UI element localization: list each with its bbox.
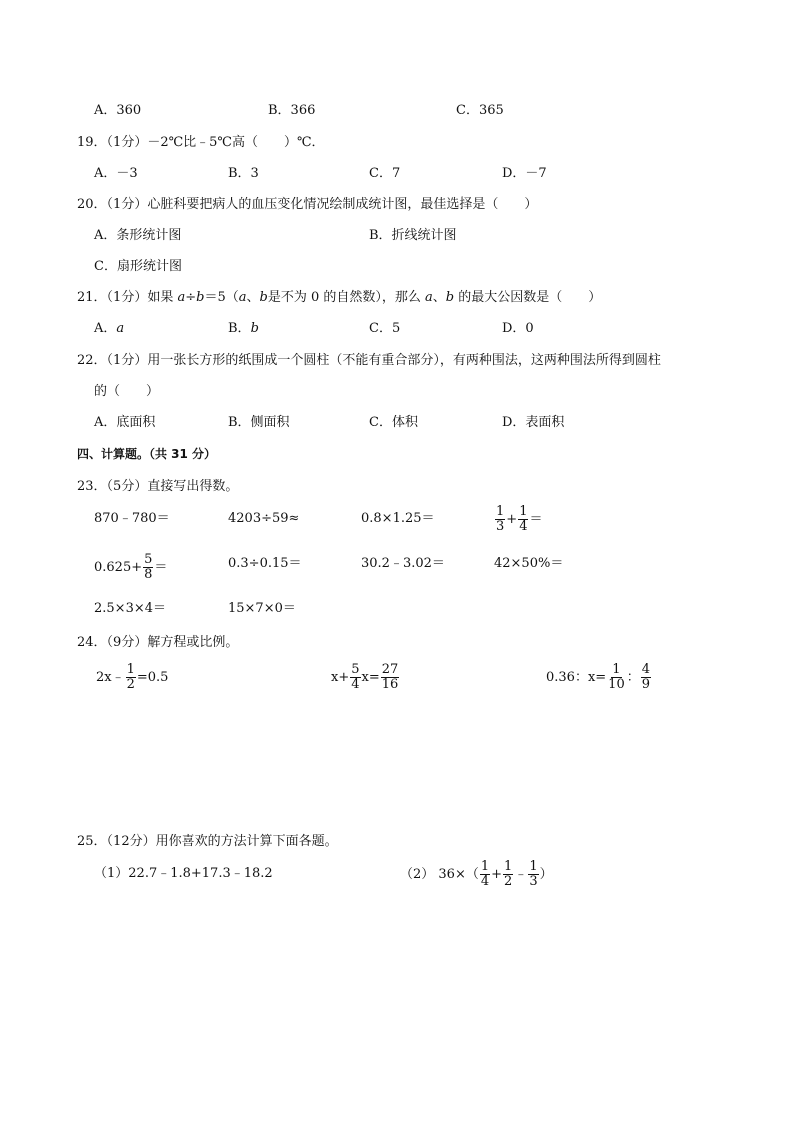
q24-frac-den: 9 <box>641 677 651 692</box>
q24-frac-num: 4 <box>641 662 651 677</box>
q24-equation-1 <box>96 663 168 692</box>
q21-option-b <box>228 321 259 337</box>
q23-frac-num: 5 <box>144 552 153 567</box>
q25-frac-den: 3 <box>529 874 538 889</box>
q25-p2-op2: ﹣ <box>514 867 528 882</box>
q24-frac-num: 1 <box>612 662 621 677</box>
q24-frac-num: 5 <box>351 662 360 677</box>
q24-eq1-pre: 2x﹣ <box>96 670 125 685</box>
q18-option-a: A．360 <box>94 103 142 118</box>
q18-option-c: C．365 <box>456 103 504 118</box>
q23-frac-num: 1 <box>519 504 528 519</box>
q24-eq2-pre: x+ <box>331 670 350 685</box>
q21-prefix: 21．（1分）如果 <box>77 290 178 305</box>
q19-option-c: C．7 <box>369 166 401 181</box>
q21-var-a: a <box>177 290 186 305</box>
q23-item-2: 4203÷59≈ <box>228 511 300 526</box>
q21-var-b2: b <box>259 290 268 305</box>
q21-mid: ＝5（ <box>204 290 239 305</box>
q20-question: 20．（1分）心脏科要把病人的血压变化情况绘制成统计图，最佳选择是（ ） <box>77 197 538 212</box>
q24-eq3-mid: ： <box>626 670 640 685</box>
q25-frac-num: 1 <box>504 859 513 874</box>
q22-option-c: C．体积 <box>369 415 418 430</box>
q21-sep: 、 <box>246 290 260 305</box>
q24-eq3-frac-a <box>607 663 626 692</box>
q25-p2-frac-1 <box>480 860 490 889</box>
q21-option-d: D．0 <box>502 321 534 336</box>
q22-question-line1: 22．（1分）用一张长方形的纸围成一个圆柱（不能有重合部分），有两种围法，这两种围法所得到圆柱 <box>77 353 661 368</box>
q19-option-d: D．－7 <box>502 166 547 181</box>
q22-option-d: D．表面积 <box>502 415 565 430</box>
q23-item-3: 0.8×1.25＝ <box>361 511 435 526</box>
q22-question-line2: 的（ ） <box>94 384 160 399</box>
q24-frac-den: 4 <box>351 677 360 692</box>
q21-option-a <box>94 321 124 337</box>
q19-option-a: A．－3 <box>94 166 138 181</box>
q20-option-b: B．折线统计图 <box>369 228 457 243</box>
q24-frac-num: 1 <box>126 662 135 677</box>
q24-frac-den: 10 <box>608 677 625 692</box>
q25-frac-num: 1 <box>529 859 538 874</box>
q18-option-b: B．366 <box>268 103 316 118</box>
q19-option-b: B．3 <box>228 166 259 181</box>
q25-p2-frac-3 <box>528 860 538 889</box>
q24-eq2-mid: x= <box>361 670 380 685</box>
q25-frac-num: 1 <box>480 859 490 874</box>
q23-item-5-pre: 0.625+ <box>94 560 143 575</box>
q21-mid2: 是不为 0 的自然数），那么 <box>267 290 426 305</box>
q25-part-2 <box>400 860 553 889</box>
q24-frac-num: 27 <box>381 662 399 677</box>
q21-option-b-var: b <box>250 321 259 336</box>
q23-item-1: 870﹣780＝ <box>94 511 170 526</box>
q25-p2-frac-2 <box>503 860 513 889</box>
q21-option-c: C．5 <box>369 321 401 336</box>
q19-question: 19．（1分）－2℃比﹣5℃高（ ）℃． <box>77 135 325 150</box>
q23-item-10: 15×7×0＝ <box>228 601 296 616</box>
q23-frac-5-8 <box>143 553 153 582</box>
q21-var-b: b <box>196 290 205 305</box>
q23-item-5-eq: ＝ <box>154 560 168 575</box>
q21-option-a-label: A． <box>94 321 117 336</box>
q25-p2-op1: + <box>491 867 503 882</box>
q24-frac-den: 2 <box>126 677 135 692</box>
q24-eq3-pre: 0.36：x= <box>546 670 607 685</box>
q25-frac-den: 2 <box>504 874 513 889</box>
q23-item-6: 0.3÷0.15＝ <box>228 556 302 571</box>
q21-option-a-var: a <box>116 321 125 336</box>
q23-frac-eq: ＝ <box>529 512 543 527</box>
q25-part-1: （1）22.7﹣1.8+17.3﹣18.2 <box>94 866 273 881</box>
q23-item-8: 42×50%＝ <box>494 556 564 571</box>
q24-eq1-post: =0.5 <box>136 670 169 685</box>
q25-title: 25．（12分）用你喜欢的方法计算下面各题。 <box>77 834 338 849</box>
q23-frac-den: 4 <box>519 519 528 534</box>
q23-frac-1-4 <box>518 505 528 534</box>
q23-frac-den: 8 <box>144 567 153 582</box>
q21-suffix: 的最大公因数是（ ） <box>454 290 602 305</box>
q24-equation-3 <box>546 663 652 692</box>
q22-option-a: A．底面积 <box>94 415 156 430</box>
q21-var-a3: a <box>425 290 433 305</box>
q23-frac-den: 3 <box>496 519 505 534</box>
q21-var-b3: b <box>445 290 455 305</box>
q24-equation-2 <box>331 663 400 692</box>
q24-eq2-frac-a <box>350 663 360 692</box>
q21-option-b-label: B． <box>228 321 251 336</box>
q25-p2-pre: （2） 36×（ <box>400 867 479 882</box>
q24-eq1-frac <box>126 663 136 692</box>
q23-item-5 <box>94 553 167 582</box>
q23-frac-op: + <box>506 512 518 527</box>
q23-item-7: 30.2﹣3.02＝ <box>361 556 445 571</box>
q23-frac-num: 1 <box>496 504 505 519</box>
q24-frac-den: 16 <box>381 677 399 692</box>
section-4-title: 四、计算题。（共 31 分） <box>77 447 217 461</box>
q20-option-a: A．条形统计图 <box>94 228 182 243</box>
q21-sep2: 、 <box>432 290 446 305</box>
q21-question <box>77 290 601 306</box>
q22-option-b: B．侧面积 <box>228 415 290 430</box>
q23-item-9: 2.5×3×4＝ <box>94 601 167 616</box>
q25-p2-post: ） <box>539 867 553 882</box>
q23-item-4 <box>494 505 542 534</box>
q23-title: 23．（5分）直接写出得数。 <box>77 479 239 494</box>
q24-eq3-frac-b <box>641 663 651 692</box>
q23-frac-1-3 <box>495 505 505 534</box>
q21-div: ÷ <box>185 290 197 305</box>
q20-option-c: C．扇形统计图 <box>94 259 182 274</box>
q24-title: 24．（9分）解方程或比例。 <box>77 635 239 650</box>
q24-eq2-frac-b <box>381 663 400 692</box>
q21-var-a2: a <box>238 290 247 305</box>
q25-frac-den: 4 <box>480 874 490 889</box>
